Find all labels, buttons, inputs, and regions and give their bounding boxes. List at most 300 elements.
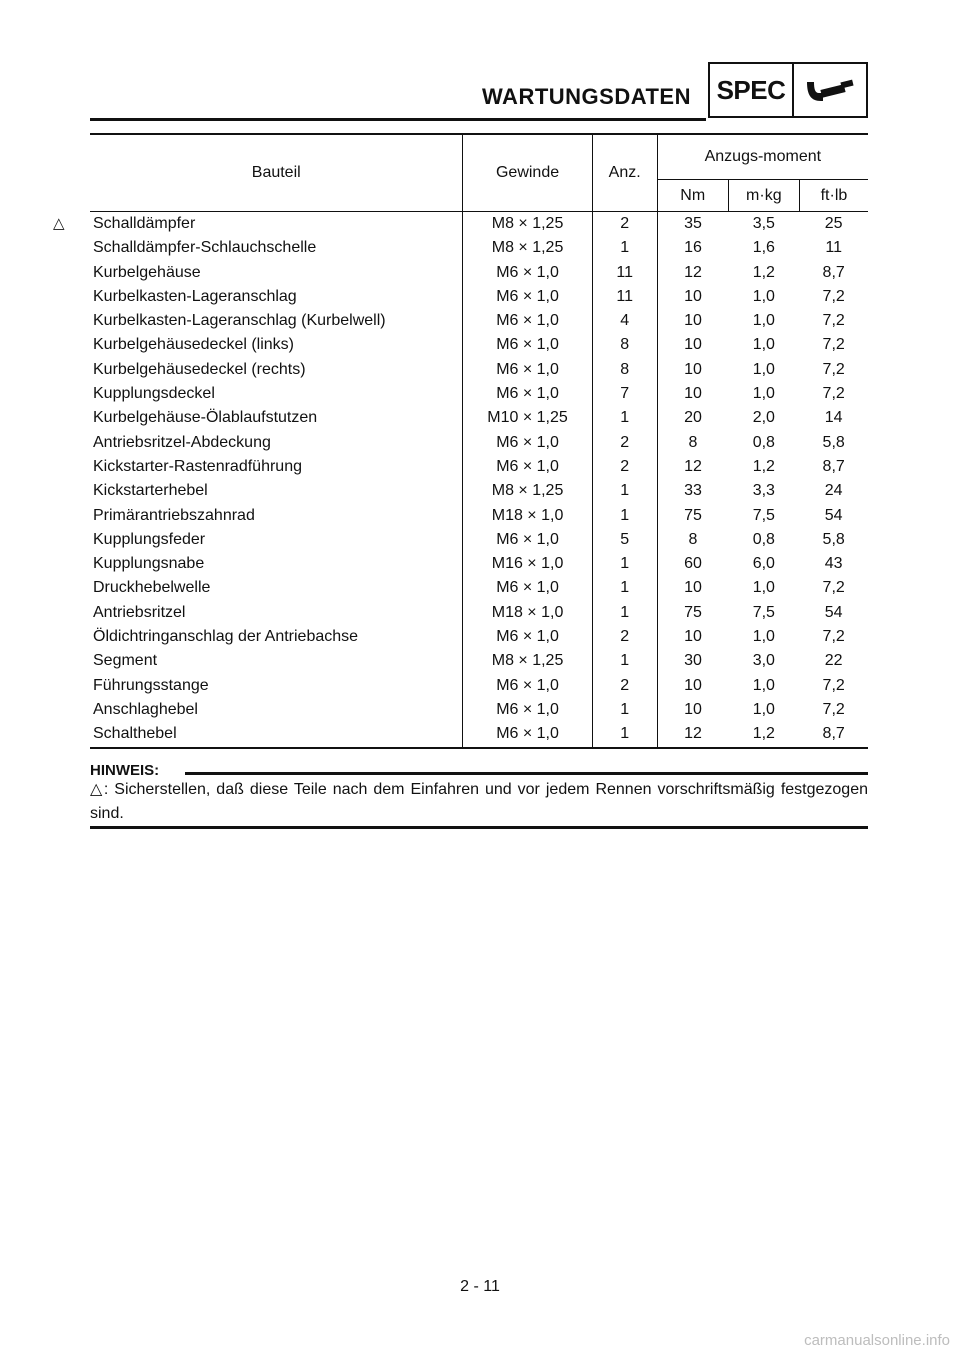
thread-cell-text: M6 × 1,0: [496, 360, 559, 378]
ftlb-cell: [799, 698, 868, 722]
part-cell-text: Kupplungsdeckel: [93, 385, 215, 403]
part-cell-text: Schalthebel: [93, 725, 177, 743]
nm-cell: [657, 649, 728, 673]
nm-cell: [657, 576, 728, 600]
ftlb-cell-text: 7,2: [822, 312, 845, 330]
qty-cell: [592, 406, 657, 430]
mkg-cell-text: 3,3: [752, 482, 775, 500]
part-cell-text: Kurbelgehäuse: [93, 263, 201, 281]
nm-cell: [657, 625, 728, 649]
table-row: [90, 382, 868, 406]
ftlb-cell: [799, 649, 868, 673]
mkg-cell: [728, 552, 799, 576]
part-cell-text: Kupplungsnabe: [93, 555, 205, 573]
note-bottom-rule: [90, 826, 868, 829]
qty-cell: [592, 212, 657, 237]
part-cell: [90, 285, 463, 309]
qty-cell: [592, 649, 657, 673]
part-cell-text: Kurbelgehäusedeckel (rechts): [93, 360, 306, 378]
thread-cell-text: M6 × 1,0: [496, 433, 559, 451]
qty-cell-text: 11: [616, 263, 633, 281]
part-cell-text: Druckhebelwelle: [93, 579, 211, 597]
qty-cell-text: 1: [620, 409, 630, 427]
qty-cell-text: 2: [620, 433, 630, 451]
ftlb-cell: [799, 601, 868, 625]
qty-cell: [592, 601, 657, 625]
thread-cell-text: M6 × 1,0: [496, 700, 559, 718]
mkg-cell-text: 1,2: [752, 725, 775, 743]
mkg-cell: [728, 698, 799, 722]
ftlb-cell-text: 24: [824, 482, 843, 500]
page-title: WARTUNGSDATEN: [482, 84, 691, 109]
thread-cell-text: M6 × 1,0: [496, 312, 559, 330]
nm-cell-text: 10: [684, 385, 702, 403]
nm-cell: [657, 698, 728, 722]
ftlb-cell: [799, 236, 868, 260]
mkg-cell-text: 1,0: [752, 676, 775, 694]
thread-cell: [463, 528, 592, 552]
mkg-cell-text: 1,0: [752, 336, 775, 354]
table-row: [90, 528, 868, 552]
part-cell-text: Schalldämpfer: [93, 215, 196, 232]
part-cell: [90, 406, 463, 430]
thread-cell: [463, 285, 592, 309]
mkg-cell-text: 1,0: [752, 385, 775, 403]
thread-cell: [463, 649, 592, 673]
qty-cell-text: 2: [620, 628, 630, 646]
part-cell: [90, 236, 463, 260]
mkg-cell-text: 6,0: [752, 555, 775, 573]
ftlb-cell-text: 8,7: [822, 263, 845, 281]
ftlb-cell-text: 7,2: [822, 628, 845, 646]
qty-cell: [592, 698, 657, 722]
ftlb-cell: [799, 309, 868, 333]
thread-cell-text: M6 × 1,0: [496, 676, 559, 694]
qty-cell-text: 1: [620, 482, 630, 500]
mkg-cell-text: 3,5: [752, 215, 775, 232]
thread-cell-text: M8 × 1,25: [491, 239, 564, 257]
ftlb-cell: [799, 625, 868, 649]
table-row: [90, 431, 868, 455]
mkg-cell-text: 1,6: [752, 239, 775, 257]
nm-cell-text: 8: [688, 433, 698, 451]
ftlb-cell-text: 7,2: [822, 336, 845, 354]
mkg-cell: [728, 285, 799, 309]
qty-cell-text: 8: [620, 360, 630, 378]
table-row: [90, 309, 868, 333]
thread-cell-text: M16 × 1,0: [491, 555, 564, 573]
nm-cell-text: 16: [684, 239, 702, 257]
part-cell-text: Anschlaghebel: [93, 700, 198, 718]
nm-cell-text: 10: [684, 628, 702, 646]
thread-cell: [463, 431, 592, 455]
col-header-thread: Gewinde: [463, 134, 592, 212]
nm-cell-text: 75: [684, 603, 702, 621]
note-text: △: Sicherstellen, daß diese Teile nach dem Einfahren und vor jedem Rennen vorschriftsmäßig festgezogen sind.: [90, 781, 868, 822]
mkg-cell: [728, 236, 799, 260]
thread-cell-text: M8 × 1,25: [491, 482, 564, 500]
col-header-qty: Anz.: [592, 134, 657, 212]
ftlb-cell-text: 7,2: [822, 360, 845, 378]
nm-cell: [657, 309, 728, 333]
mkg-cell: [728, 479, 799, 503]
ftlb-cell: [799, 285, 868, 309]
table-row: [90, 552, 868, 576]
nm-cell-text: 35: [684, 215, 702, 232]
mkg-cell: [728, 406, 799, 430]
qty-cell: [592, 309, 657, 333]
ftlb-cell-text: 25: [824, 215, 843, 232]
nm-cell-text: 8: [688, 530, 698, 548]
part-cell-text: Schalldämpfer-Schlauchschelle: [93, 239, 317, 257]
part-cell: [90, 358, 463, 382]
thread-cell-text: M6 × 1,0: [496, 628, 559, 646]
ftlb-cell: [799, 358, 868, 382]
thread-cell-text: M6 × 1,0: [496, 385, 559, 403]
qty-cell-text: 1: [620, 725, 630, 743]
thread-cell: [463, 236, 592, 260]
thread-cell-text: M6 × 1,0: [496, 579, 559, 597]
qty-cell: [592, 552, 657, 576]
thread-cell-text: M6 × 1,0: [496, 725, 559, 743]
spec-badge: [708, 62, 868, 118]
qty-cell: [592, 382, 657, 406]
nm-cell-text: 10: [684, 676, 702, 694]
mkg-cell: [728, 722, 799, 747]
part-cell: [90, 576, 463, 600]
qty-cell-text: 8: [620, 336, 630, 354]
mkg-cell-text: 1,0: [752, 360, 775, 378]
thread-cell: [463, 674, 592, 698]
thread-cell-text: M6 × 1,0: [496, 287, 559, 305]
thread-cell: [463, 358, 592, 382]
qty-cell: [592, 576, 657, 600]
table-row: [90, 504, 868, 528]
col-header-part: Bauteil: [90, 134, 463, 212]
mkg-cell-text: 1,0: [752, 700, 775, 718]
ftlb-cell-text: 5,8: [822, 530, 845, 548]
part-cell: [90, 382, 463, 406]
thread-cell: [463, 406, 592, 430]
part-cell: [90, 431, 463, 455]
thread-cell: [463, 455, 592, 479]
wrench-icon: [794, 64, 866, 116]
qty-cell-text: 11: [616, 287, 633, 305]
qty-cell: [592, 261, 657, 285]
nm-cell: [657, 504, 728, 528]
nm-cell: [657, 528, 728, 552]
triangle-marker-icon: △: [53, 215, 65, 232]
table-row: [90, 698, 868, 722]
thread-cell: [463, 552, 592, 576]
ftlb-cell: [799, 504, 868, 528]
part-cell-text: Antriebsritzel: [93, 603, 186, 621]
mkg-cell: [728, 601, 799, 625]
part-cell-text: Kurbelkasten-Lageranschlag: [93, 287, 297, 305]
qty-cell: [592, 358, 657, 382]
col-header-nm: Nm: [657, 180, 728, 212]
nm-cell: [657, 382, 728, 406]
part-cell-text: Öldichtringanschlag der Antriebachse: [93, 628, 359, 646]
table-row: [90, 236, 868, 260]
torque-table: [53, 133, 868, 749]
qty-cell-text: 2: [620, 215, 630, 232]
part-cell-text: Segment: [93, 652, 158, 670]
ftlb-cell-text: 7,2: [822, 287, 845, 305]
ftlb-cell: [799, 455, 868, 479]
part-cell: [90, 479, 463, 503]
ftlb-cell-text: 7,2: [822, 579, 845, 597]
thread-cell: [463, 212, 592, 237]
mkg-cell-text: 1,0: [752, 312, 775, 330]
table-row: [90, 261, 868, 285]
mkg-cell: [728, 358, 799, 382]
note-rule: [185, 772, 868, 775]
nm-cell: [657, 285, 728, 309]
mkg-cell-text: 2,0: [752, 409, 775, 427]
ftlb-cell: [799, 406, 868, 430]
thread-cell-text: M6 × 1,0: [496, 530, 559, 548]
note-label: HINWEIS:: [90, 762, 160, 779]
ftlb-cell-text: 8,7: [822, 457, 845, 475]
mkg-cell: [728, 504, 799, 528]
qty-cell: [592, 479, 657, 503]
qty-cell: [592, 528, 657, 552]
nm-cell-text: 20: [684, 409, 702, 427]
nm-cell-text: 10: [684, 579, 702, 597]
qty-cell-text: 5: [620, 530, 630, 548]
ftlb-cell-text: 14: [824, 409, 843, 427]
thread-cell: [463, 625, 592, 649]
qty-cell-text: 4: [620, 312, 630, 330]
part-cell: [90, 601, 463, 625]
thread-cell: [463, 698, 592, 722]
ftlb-cell-text: 5,8: [822, 433, 845, 451]
thread-cell-text: M8 × 1,25: [491, 652, 564, 670]
part-cell: [90, 261, 463, 285]
qty-cell: [592, 722, 657, 747]
mkg-cell: [728, 382, 799, 406]
col-header-ftlb: ft·lb: [799, 180, 868, 212]
ftlb-cell: [799, 431, 868, 455]
nm-cell: [657, 479, 728, 503]
nm-cell: [657, 236, 728, 260]
thread-cell: [463, 333, 592, 357]
nm-cell-text: 33: [684, 482, 702, 500]
ftlb-cell: [799, 333, 868, 357]
ftlb-cell-text: 8,7: [822, 725, 845, 743]
qty-cell-text: 1: [620, 603, 630, 621]
nm-cell-text: 10: [684, 700, 702, 718]
qty-cell-text: 2: [620, 457, 630, 475]
qty-cell-text: 1: [620, 652, 630, 670]
nm-cell-text: 12: [684, 263, 702, 281]
ftlb-cell-text: 11: [825, 239, 842, 257]
nm-cell-text: 10: [684, 360, 702, 378]
thread-cell-text: M6 × 1,0: [496, 263, 559, 281]
nm-cell: [657, 674, 728, 698]
ftlb-cell-text: 54: [824, 603, 843, 621]
ftlb-cell: [799, 722, 868, 747]
nm-cell: [657, 333, 728, 357]
qty-cell-text: 1: [620, 239, 630, 257]
table-row: [90, 455, 868, 479]
ftlb-cell: [799, 382, 868, 406]
nm-cell-text: 10: [684, 312, 702, 330]
mkg-cell: [728, 576, 799, 600]
nm-cell: [657, 722, 728, 747]
part-cell: [90, 698, 463, 722]
table-row: [90, 722, 868, 747]
thread-cell-text: M10 × 1,25: [487, 409, 568, 427]
thread-cell: [463, 261, 592, 285]
part-cell-text: Kickstarterhebel: [93, 482, 208, 500]
nm-cell-text: 12: [684, 725, 702, 743]
ftlb-cell-text: 43: [824, 555, 843, 573]
part-cell-text: Führungsstange: [93, 676, 209, 694]
mkg-cell: [728, 261, 799, 285]
mkg-cell: [728, 333, 799, 357]
table-row: [90, 406, 868, 430]
mkg-cell-text: 1,0: [752, 287, 775, 305]
col-header-mkg: m·kg: [728, 180, 799, 212]
nm-cell: [657, 261, 728, 285]
part-cell: [90, 722, 463, 747]
thread-cell: [463, 479, 592, 503]
qty-cell-text: 1: [620, 700, 630, 718]
qty-cell: [592, 236, 657, 260]
nm-cell: [657, 358, 728, 382]
qty-cell: [592, 504, 657, 528]
part-cell: [90, 504, 463, 528]
nm-cell: [657, 212, 728, 237]
qty-cell-text: 1: [620, 579, 630, 597]
nm-cell-text: 30: [684, 652, 702, 670]
table-row: [90, 601, 868, 625]
table-row: [90, 576, 868, 600]
qty-cell: [592, 625, 657, 649]
header-rule: [90, 118, 706, 121]
nm-cell: [657, 455, 728, 479]
part-cell-text: Kupplungsfeder: [93, 530, 206, 548]
qty-cell-text: 1: [620, 555, 630, 573]
ftlb-cell: [799, 212, 868, 237]
part-cell-text: Kurbelkasten-Lageranschlag (Kurbelwell): [93, 312, 386, 330]
thread-cell: [463, 601, 592, 625]
mkg-cell: [728, 212, 799, 237]
ftlb-cell-text: 7,2: [822, 385, 845, 403]
qty-cell: [592, 431, 657, 455]
col-header-torque: Anzugs-moment: [657, 134, 868, 180]
nm-cell: [657, 601, 728, 625]
part-cell-text: Kurbelgehäusedeckel (links): [93, 336, 294, 354]
ftlb-cell-text: 7,2: [822, 676, 845, 694]
qty-cell: [592, 674, 657, 698]
mkg-cell-text: 0,8: [752, 530, 775, 548]
mkg-cell: [728, 309, 799, 333]
part-cell: [90, 333, 463, 357]
mkg-cell-text: 7,5: [752, 506, 775, 524]
qty-cell: [592, 333, 657, 357]
part-cell: [90, 674, 463, 698]
nm-cell: [657, 552, 728, 576]
table-row: [90, 674, 868, 698]
nm-cell-text: 10: [684, 336, 702, 354]
thread-cell: [463, 504, 592, 528]
part-cell-text: Antriebsritzel-Abdeckung: [93, 433, 271, 451]
thread-cell-text: M6 × 1,0: [496, 336, 559, 354]
qty-cell-text: 7: [620, 385, 630, 403]
mkg-cell: [728, 625, 799, 649]
part-cell: [90, 649, 463, 673]
qty-cell-text: 2: [620, 676, 630, 694]
ftlb-cell: [799, 552, 868, 576]
qty-cell: [592, 285, 657, 309]
nm-cell-text: 12: [684, 457, 702, 475]
ftlb-cell: [799, 674, 868, 698]
part-cell: [90, 625, 463, 649]
ftlb-cell: [799, 576, 868, 600]
mkg-cell-text: 1,2: [752, 457, 775, 475]
table-row: [90, 285, 868, 309]
ftlb-cell: [799, 528, 868, 552]
table-row: [90, 333, 868, 357]
mkg-cell: [728, 455, 799, 479]
mkg-cell: [728, 431, 799, 455]
mkg-cell-text: 1,0: [752, 628, 775, 646]
nm-cell-text: 75: [684, 506, 702, 524]
mkg-cell: [728, 674, 799, 698]
nm-cell-text: 60: [684, 555, 702, 573]
mkg-cell-text: 1,0: [752, 579, 775, 597]
page-number: 2 - 11: [460, 1278, 500, 1295]
thread-cell-text: M8 × 1,25: [491, 215, 564, 232]
thread-cell-text: M18 × 1,0: [491, 603, 564, 621]
ftlb-cell-text: 54: [824, 506, 843, 524]
table-row: [90, 479, 868, 503]
part-cell: [90, 455, 463, 479]
spec-label: SPEC: [710, 64, 794, 116]
qty-cell-text: 1: [620, 506, 630, 524]
mkg-cell-text: 1,2: [752, 263, 775, 281]
mkg-cell-text: 3,0: [752, 652, 775, 670]
part-cell: [90, 552, 463, 576]
ftlb-cell: [799, 261, 868, 285]
ftlb-cell: [799, 479, 868, 503]
mkg-cell: [728, 528, 799, 552]
mkg-cell-text: 7,5: [752, 603, 775, 621]
part-cell: [53, 212, 463, 237]
table-row: [90, 212, 868, 237]
watermark: carmanualsonline.info: [804, 1332, 950, 1349]
thread-cell-text: M6 × 1,0: [496, 457, 559, 475]
table-body: [53, 212, 868, 748]
nm-cell: [657, 406, 728, 430]
thread-cell: [463, 576, 592, 600]
part-cell-text: Primärantriebszahnrad: [93, 506, 255, 524]
table-row: [90, 649, 868, 673]
part-cell-text: Kickstarter-Rastenradführung: [93, 457, 302, 475]
part-cell-text: Kurbelgehäuse-Ölablaufstutzen: [93, 409, 318, 427]
qty-cell: [592, 455, 657, 479]
thread-cell: [463, 382, 592, 406]
thread-cell: [463, 722, 592, 747]
mkg-cell-text: 0,8: [752, 433, 775, 451]
ftlb-cell-text: 22: [824, 652, 843, 670]
ftlb-cell-text: 7,2: [822, 700, 845, 718]
thread-cell: [463, 309, 592, 333]
table-row: [90, 625, 868, 649]
